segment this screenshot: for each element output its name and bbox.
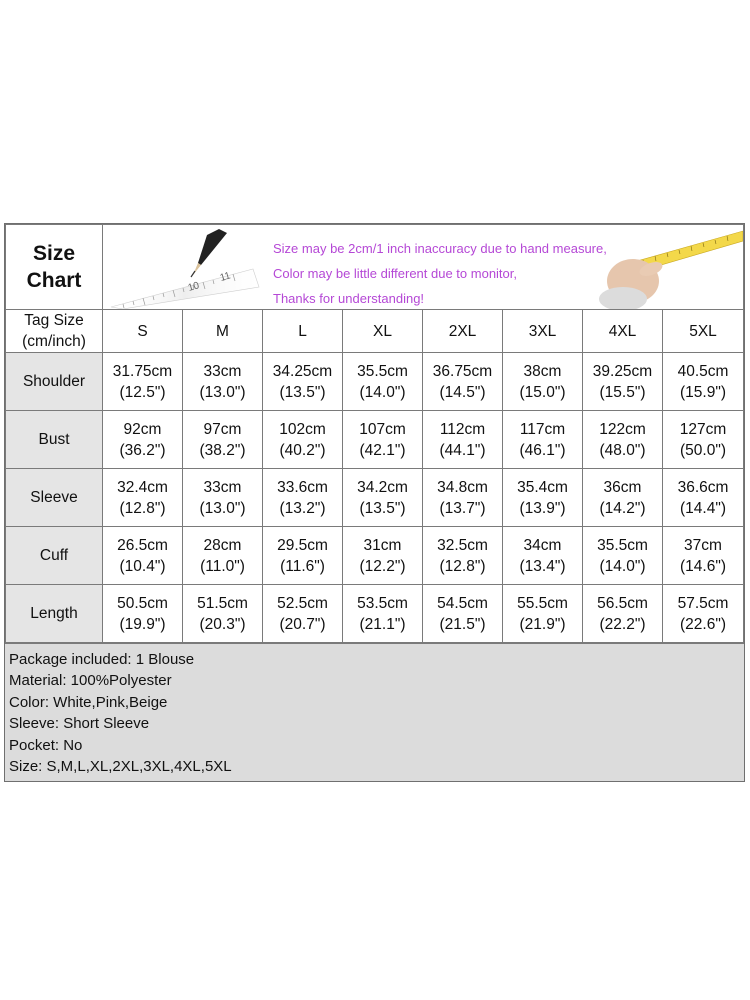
detail-line: Size: S,M,L,XL,2XL,3XL,4XL,5XL [9,758,232,776]
row-label-length: Length [6,585,103,643]
value-inch: (14.0") [359,383,406,401]
measurement-cell [103,527,183,585]
value-inch: (44.1") [439,441,486,459]
value-inch: (11.6") [280,557,325,575]
ruler-pencil-image [103,225,263,309]
value-inch: (40.2") [279,441,326,459]
size-header-3xl: 3XL [503,310,583,353]
value-inch: (13.2") [279,499,326,517]
value-cm: 52.5cm [277,594,328,612]
measurement-cell [343,585,423,643]
ruler-number-10: 10 [186,280,201,294]
measurement-cell [183,353,263,411]
measurement-row-shoulder [6,353,744,411]
value-cm: 56.5cm [597,594,648,612]
value-cm: 50.5cm [117,594,168,612]
measurement-cell [423,469,503,527]
value-cm: 38cm [523,362,562,380]
value-inch: (50.0") [680,441,726,459]
value-cm: 32.4cm [117,478,168,496]
measurement-cell [663,585,744,643]
measurement-cell [583,585,663,643]
value-cm: 34.25cm [272,362,333,380]
value-inch: (13.9") [519,499,566,517]
measurement-cell [583,469,663,527]
size-header-2xl: 2XL [423,310,503,353]
size-header-s: S [103,310,183,353]
value-cm: 36cm [603,478,642,496]
measurement-cell [503,411,583,469]
value-inch: (13.7") [439,499,486,517]
measurement-cell [183,585,263,643]
measurement-cell [103,469,183,527]
tag-size-label-line2: (cm/inch) [22,333,86,350]
measurement-cell [663,353,744,411]
measurement-row-sleeve [6,469,744,527]
value-inch: (36.2") [119,441,166,459]
value-inch: (13.4") [519,557,566,575]
note-thanks: Thanks for understanding! [273,291,425,306]
measurement-cell [263,411,343,469]
size-chart-table [5,224,744,643]
value-cm: 34cm [523,536,562,554]
measurement-cell [103,411,183,469]
value-cm: 33.6cm [277,478,328,496]
measurement-banner [103,225,744,310]
value-cm: 112cm [439,420,486,438]
tag-size-label-line1: Tag Size [24,312,84,329]
value-inch: (14.5") [439,383,486,401]
measurement-cell [263,585,343,643]
value-inch: (20.3") [199,615,246,633]
value-cm: 31.75cm [112,362,173,380]
measurement-cell [423,411,503,469]
value-inch: (10.4") [119,557,166,575]
note-color: Color may be little different due to monitor, [273,266,517,281]
value-inch: (22.2") [599,615,646,633]
value-cm: 102cm [279,420,326,438]
value-inch: (12.8") [439,557,486,575]
measurement-row-length [6,585,744,643]
value-inch: (46.1") [519,441,566,459]
size-header-l: L [263,310,343,353]
value-cm: 54.5cm [437,594,488,612]
value-inch: (12.2") [359,557,406,575]
measurement-cell [583,527,663,585]
value-inch: (13.5") [279,383,326,401]
value-inch: (13.5") [359,499,406,517]
measurement-row-bust [6,411,744,469]
size-header-xl: XL [343,310,423,353]
value-cm: 122cm [599,420,646,438]
value-inch: (21.1") [359,615,406,633]
value-inch: (11.0") [200,557,245,575]
value-cm: 32.5cm [437,536,488,554]
measurement-cell [583,411,663,469]
value-cm: 39.25cm [592,362,653,380]
value-cm: 117cm [519,420,566,438]
measurement-cell [503,527,583,585]
tag-size-label [6,310,103,353]
measurement-cell [183,527,263,585]
value-inch: (42.1") [359,441,406,459]
product-details [5,643,744,781]
chart-title-line1: Size [32,242,76,265]
value-cm: 31cm [363,536,402,554]
measurement-cell [423,527,503,585]
value-cm: 34.2cm [357,478,408,496]
value-cm: 107cm [359,420,406,438]
size-header-5xl: 5XL [663,310,744,353]
value-cm: 28cm [203,536,242,554]
measurement-cell [503,353,583,411]
value-inch: (12.5") [119,383,166,401]
value-inch: (48.0") [599,441,646,459]
value-cm: 40.5cm [677,362,729,380]
size-header-row [6,310,744,353]
value-cm: 35.5cm [597,536,648,554]
value-cm: 33cm [203,362,242,380]
chart-title-line2: Chart [26,269,82,292]
row-label-sleeve: Sleeve [6,469,103,527]
value-cm: 35.4cm [517,478,568,496]
value-inch: (14.0") [599,557,646,575]
measurement-cell [103,353,183,411]
value-inch: (21.5") [439,615,486,633]
value-inch: (15.0") [519,383,566,401]
value-inch: (21.9") [519,615,566,633]
value-cm: 35.5cm [357,362,408,380]
measurement-cell [423,585,503,643]
measurement-cell [263,469,343,527]
value-inch: (22.6") [680,615,726,633]
measurement-cell [663,527,744,585]
value-cm: 33cm [203,478,242,496]
value-inch: (38.2") [199,441,246,459]
value-cm: 36.75cm [432,362,493,380]
value-inch: (14.4") [680,499,726,517]
measurement-cell [343,411,423,469]
measurement-cell [663,469,744,527]
row-label-bust: Bust [6,411,103,469]
measurement-cell [583,353,663,411]
measurement-cell [663,411,744,469]
measurement-cell [263,353,343,411]
value-inch: (13.0") [199,499,246,517]
value-cm: 97cm [203,420,242,438]
detail-line: Color: White,Pink,Beige [9,693,168,711]
value-inch: (15.5") [599,383,646,401]
measurement-cell [343,527,423,585]
measurement-cell [183,469,263,527]
measurement-row-cuff [6,527,744,585]
value-inch: (15.9") [680,383,726,401]
measurement-notes [273,236,607,309]
value-cm: 51.5cm [197,594,248,612]
value-cm: 26.5cm [117,536,168,554]
value-inch: (12.8") [119,499,166,517]
detail-line: Package included: 1 Blouse [9,651,195,668]
value-cm: 34.8cm [437,478,488,496]
size-header-m: M [183,310,263,353]
measurement-cell [343,469,423,527]
value-cm: 57.5cm [677,594,729,612]
measurement-cell [423,353,503,411]
measurement-cell [503,469,583,527]
value-cm: 92cm [123,420,162,438]
measurement-cell [183,411,263,469]
detail-line: Pocket: No [9,736,83,754]
measurement-cell [343,353,423,411]
header-row [6,225,744,310]
value-inch: (20.7") [279,615,326,633]
ruler-number-11: 11 [218,270,232,284]
measurement-cell [503,585,583,643]
value-inch: (14.6") [680,557,726,575]
value-inch: (19.9") [119,615,166,633]
measurement-cell [103,585,183,643]
value-inch: (13.0") [199,383,246,401]
note-inaccuracy: Size may be 2cm/1 inch inaccuracy due to hand measure, [273,241,607,256]
detail-line: Material: 100%Polyester [9,672,172,690]
value-cm: 127cm [679,420,727,438]
value-cm: 37cm [684,536,722,554]
row-label-shoulder: Shoulder [6,353,103,411]
size-header-4xl: 4XL [583,310,663,353]
value-inch: (14.2") [599,499,646,517]
detail-line: Sleeve: Short Sleeve [9,715,150,733]
tape-measure-hand-image [593,225,743,309]
value-cm: 29.5cm [277,536,328,554]
value-cm: 55.5cm [517,594,568,612]
size-chart-sheet [4,223,745,782]
row-label-cuff: Cuff [6,527,103,585]
chart-title [6,225,103,310]
measurement-cell [263,527,343,585]
value-cm: 53.5cm [357,594,408,612]
value-cm: 36.6cm [677,478,729,496]
